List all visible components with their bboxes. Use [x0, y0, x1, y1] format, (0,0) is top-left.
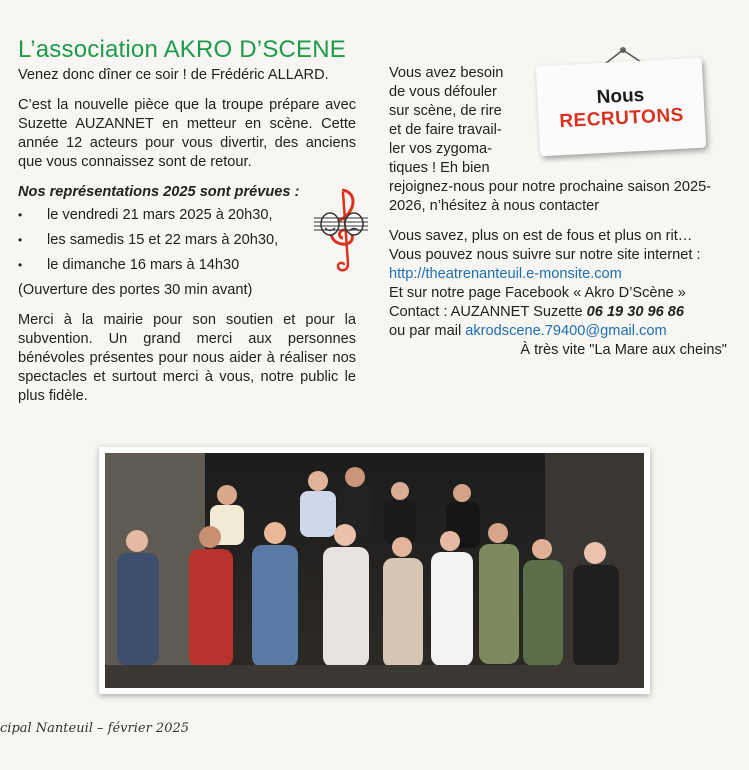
theatre-music-icon: [310, 186, 372, 272]
join-text: rejoignez-nous pour notre prochaine saison 2025-2026, n’hésitez à nous contacter: [389, 179, 712, 214]
list-item: • les samedis 15 et 22 mars à 20h30,: [18, 231, 356, 250]
page-footer: cipal Nanteuil – février 2025: [0, 721, 190, 736]
sign-line-2: RECRUTONS: [558, 104, 685, 133]
doors-note: (Ouverture des portes 30 min avant): [18, 282, 253, 298]
group-photo-image: [105, 453, 644, 688]
recruit-line: ler vos zygoma-: [389, 141, 492, 157]
website-link[interactable]: http://theatrenanteuil.e-monsite.com: [389, 266, 622, 282]
intro-paragraph: Venez donc dîner ce soir ! de Frédéric ALLARD.: [18, 67, 329, 83]
facebook-text: Et sur notre page Facebook « Akro D’Scène »: [389, 285, 686, 301]
recruit-line: sur scène, de rire: [389, 103, 502, 119]
contact-label: Contact : AUZANNET Suzette: [389, 304, 583, 320]
list-item: • le vendredi 21 mars 2025 à 20h30,: [18, 206, 356, 225]
recruit-line: tiques ! Eh bien: [389, 160, 490, 176]
left-column: [18, 66, 356, 417]
saying-text: Vous savez, plus on est de fous et plus on rit…: [389, 228, 693, 244]
follow-text: Vous pouvez nous suivre sur notre site internet :: [389, 247, 701, 263]
recruit-line: de vous défouler: [389, 84, 497, 100]
email-link[interactable]: akrodscene.79400@gmail.com: [465, 323, 667, 339]
recruit-line: et de faire travail-: [389, 122, 502, 138]
performances-heading: Nos représentations 2025 sont prévues :: [18, 184, 300, 200]
signoff-text: À très vite "La Mare aux cheins": [520, 342, 727, 358]
sign-line-1: Nous: [596, 84, 645, 109]
recruiting-sign: [536, 58, 706, 157]
play-description: C’est la nouvelle pièce que la troupe prépare avec Suzette AUZANNET en metteur en scène. Cette année 12 acteurs pour vous divertir, des anciens que vous connaissez sont de retour.: [18, 97, 356, 170]
list-item: • le dimanche 16 mars à 14h30: [18, 256, 356, 275]
article-title: L’association AKRO D’SCENE: [18, 36, 347, 64]
recruit-intro: [389, 64, 519, 178]
recruit-line: Vous avez besoin: [389, 65, 504, 81]
mail-label: ou par mail: [389, 323, 462, 339]
thanks-paragraph: Merci à la mairie pour son soutien et pour la subvention. Un grand merci aux personnes bénévoles présentes pour nous aider à réaliser nos spectacles et surtout merci à vous, notre public le plus fidèle.: [18, 312, 356, 404]
performances-list: [18, 206, 356, 275]
contact-phone: 06 19 30 96 86: [586, 304, 685, 320]
troupe-photo: [99, 447, 650, 694]
